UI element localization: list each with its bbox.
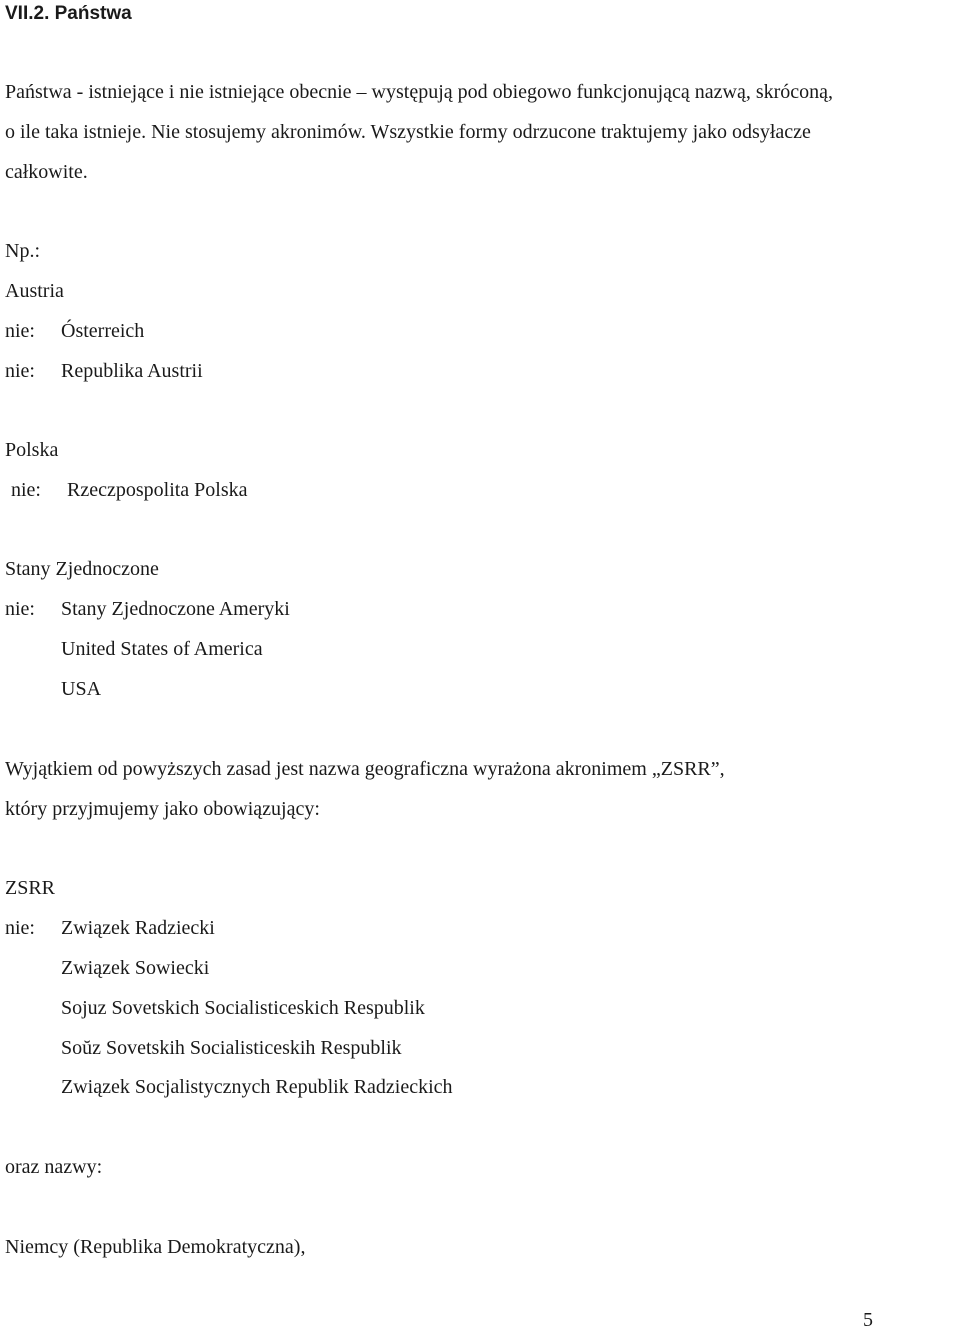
intro-line-3: całkowite.	[5, 161, 88, 183]
page-number: 5	[863, 1309, 873, 1331]
rejected-form: Związek Radziecki	[61, 917, 215, 939]
example-polska: Polska	[5, 439, 59, 461]
nie-label: nie:	[11, 479, 41, 501]
rejected-form: USA	[61, 678, 102, 700]
example-zsrr: ZSRR	[5, 877, 56, 899]
rejected-form: Stany Zjednoczone Ameryki	[61, 598, 290, 620]
exception-line-2: który przyjmujemy jako obowiązujący:	[5, 798, 320, 820]
rejected-form: Rzeczpospolita Polska	[67, 479, 248, 501]
rejected-form: Sojuz Sovetskich Socialisticeskich Respublik	[61, 997, 425, 1019]
also-label: oraz nazwy:	[5, 1156, 103, 1178]
example-usa: Stany Zjednoczone	[5, 558, 159, 580]
rejected-form: Ósterreich	[61, 320, 145, 342]
nie-label: nie:	[5, 320, 35, 342]
rejected-form: Republika Austrii	[61, 360, 203, 382]
nie-label: nie:	[5, 917, 35, 939]
example-label: Np.:	[5, 240, 40, 262]
example-austria: Austria	[5, 280, 64, 302]
intro-line-1: Państwa - istniejące i nie istniejące obecnie – występują pod obiegowo funkcjonującą nazwą, skróconą,	[5, 81, 834, 103]
exception-line-1: Wyjątkiem od powyższych zasad jest nazwa geograficzna wyrażona akronimem „ZSRR”,	[5, 758, 725, 780]
rejected-form: Związek Socjalistycznych Republik Radzieckich	[61, 1076, 453, 1098]
nie-label: nie:	[5, 360, 35, 382]
rejected-form: Soŭz Sovetskih Socialisticeskih Respublik	[61, 1037, 402, 1059]
rejected-form: United States of America	[61, 638, 263, 660]
intro-line-2: o ile taka istnieje. Nie stosujemy akronimów. Wszystkie formy odrzucone traktujemy jako odsyłacze	[5, 121, 811, 143]
last-entry: Niemcy (Republika Demokratyczna),	[5, 1236, 306, 1258]
nie-label: nie:	[5, 598, 35, 620]
section-heading: VII.2. Państwa	[5, 3, 132, 24]
rejected-form: Związek Sowiecki	[61, 957, 210, 979]
